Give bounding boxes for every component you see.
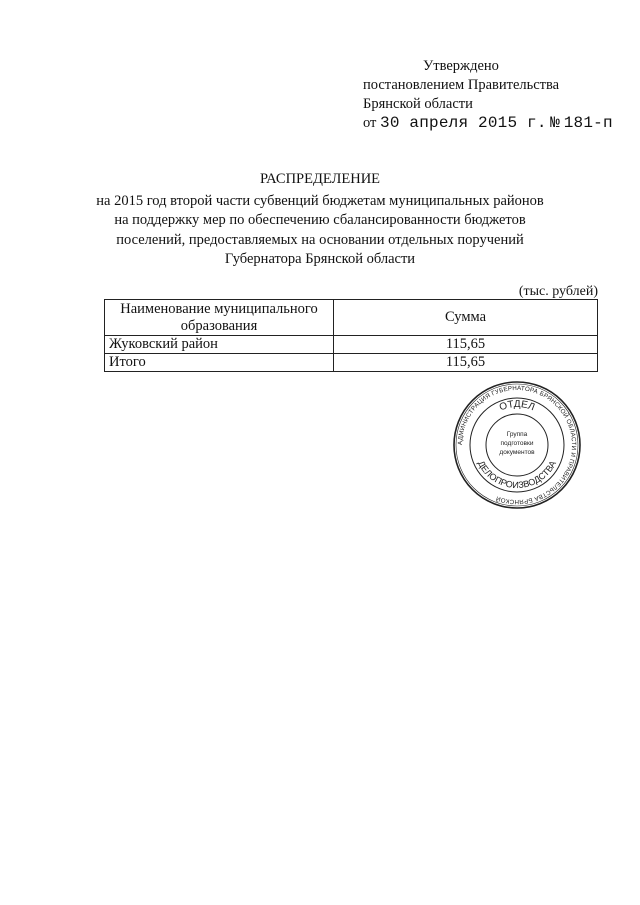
approval-line-date bbox=[363, 114, 633, 133]
title-line: поселений, предоставляемых на основании отдельных поручений bbox=[116, 231, 524, 248]
column-header-sum: Сумма bbox=[334, 300, 598, 336]
approval-line-approved: Утверждено bbox=[423, 58, 499, 74]
table-row-total bbox=[105, 354, 598, 372]
table-row bbox=[105, 336, 598, 354]
official-stamp bbox=[452, 380, 582, 510]
approval-line-region: Брянской области bbox=[363, 96, 473, 112]
title-line: на 2015 год второй части субвенций бюджетам муниципальных районов bbox=[96, 192, 544, 209]
cell-sum: 115,65 bbox=[334, 336, 598, 354]
svg-text:ОТДЕЛ bbox=[498, 399, 536, 413]
approval-date-prefix: от bbox=[363, 115, 377, 131]
document-title bbox=[60, 170, 580, 270]
title-line: на поддержку мер по обеспечению сбалансированности бюджетов bbox=[114, 212, 526, 228]
column-header-name: Наименование муниципального образования bbox=[105, 300, 334, 336]
units-label: (тыс. рублей) bbox=[518, 284, 598, 299]
stamp-center-text bbox=[499, 431, 535, 456]
cell-name: Жуковский район bbox=[105, 336, 334, 354]
stamp-center-line: Группа bbox=[506, 431, 528, 438]
cell-sum: 115,65 bbox=[334, 354, 598, 372]
cell-name: Итого bbox=[105, 354, 334, 372]
stamp-center-line: документов bbox=[499, 449, 535, 456]
approval-date: 30 апреля 2015 г. bbox=[380, 114, 547, 132]
svg-text:ДЕЛОПРОИЗВОДСТВА bbox=[476, 459, 558, 490]
approval-number: 181-п bbox=[563, 114, 613, 132]
title-line: Губернатора Брянской области bbox=[224, 251, 416, 267]
stamp-outer-text: АДМИНИСТРАЦИЯ ГУБЕРНАТОРА БРЯНСКОЙ ОБЛАСТИ И ПРАВИТЕЛЬСТВА БРЯНСКОЙ bbox=[456, 384, 578, 506]
distribution-table bbox=[104, 299, 598, 372]
approval-line-resolution: постановлением Правительства bbox=[363, 77, 560, 93]
title-heading: РАСПРЕДЕЛЕНИЕ bbox=[259, 171, 381, 187]
approval-block bbox=[363, 57, 633, 133]
stamp-inner-top-text: ОТДЕЛ bbox=[498, 398, 537, 414]
table-header-row bbox=[105, 300, 598, 336]
stamp-center-line: подготовки bbox=[500, 440, 534, 447]
stamp-inner-bottom-text: ДЕЛОПРОИЗВОДСТВА bbox=[475, 458, 559, 491]
approval-number-sign: № bbox=[550, 114, 561, 132]
